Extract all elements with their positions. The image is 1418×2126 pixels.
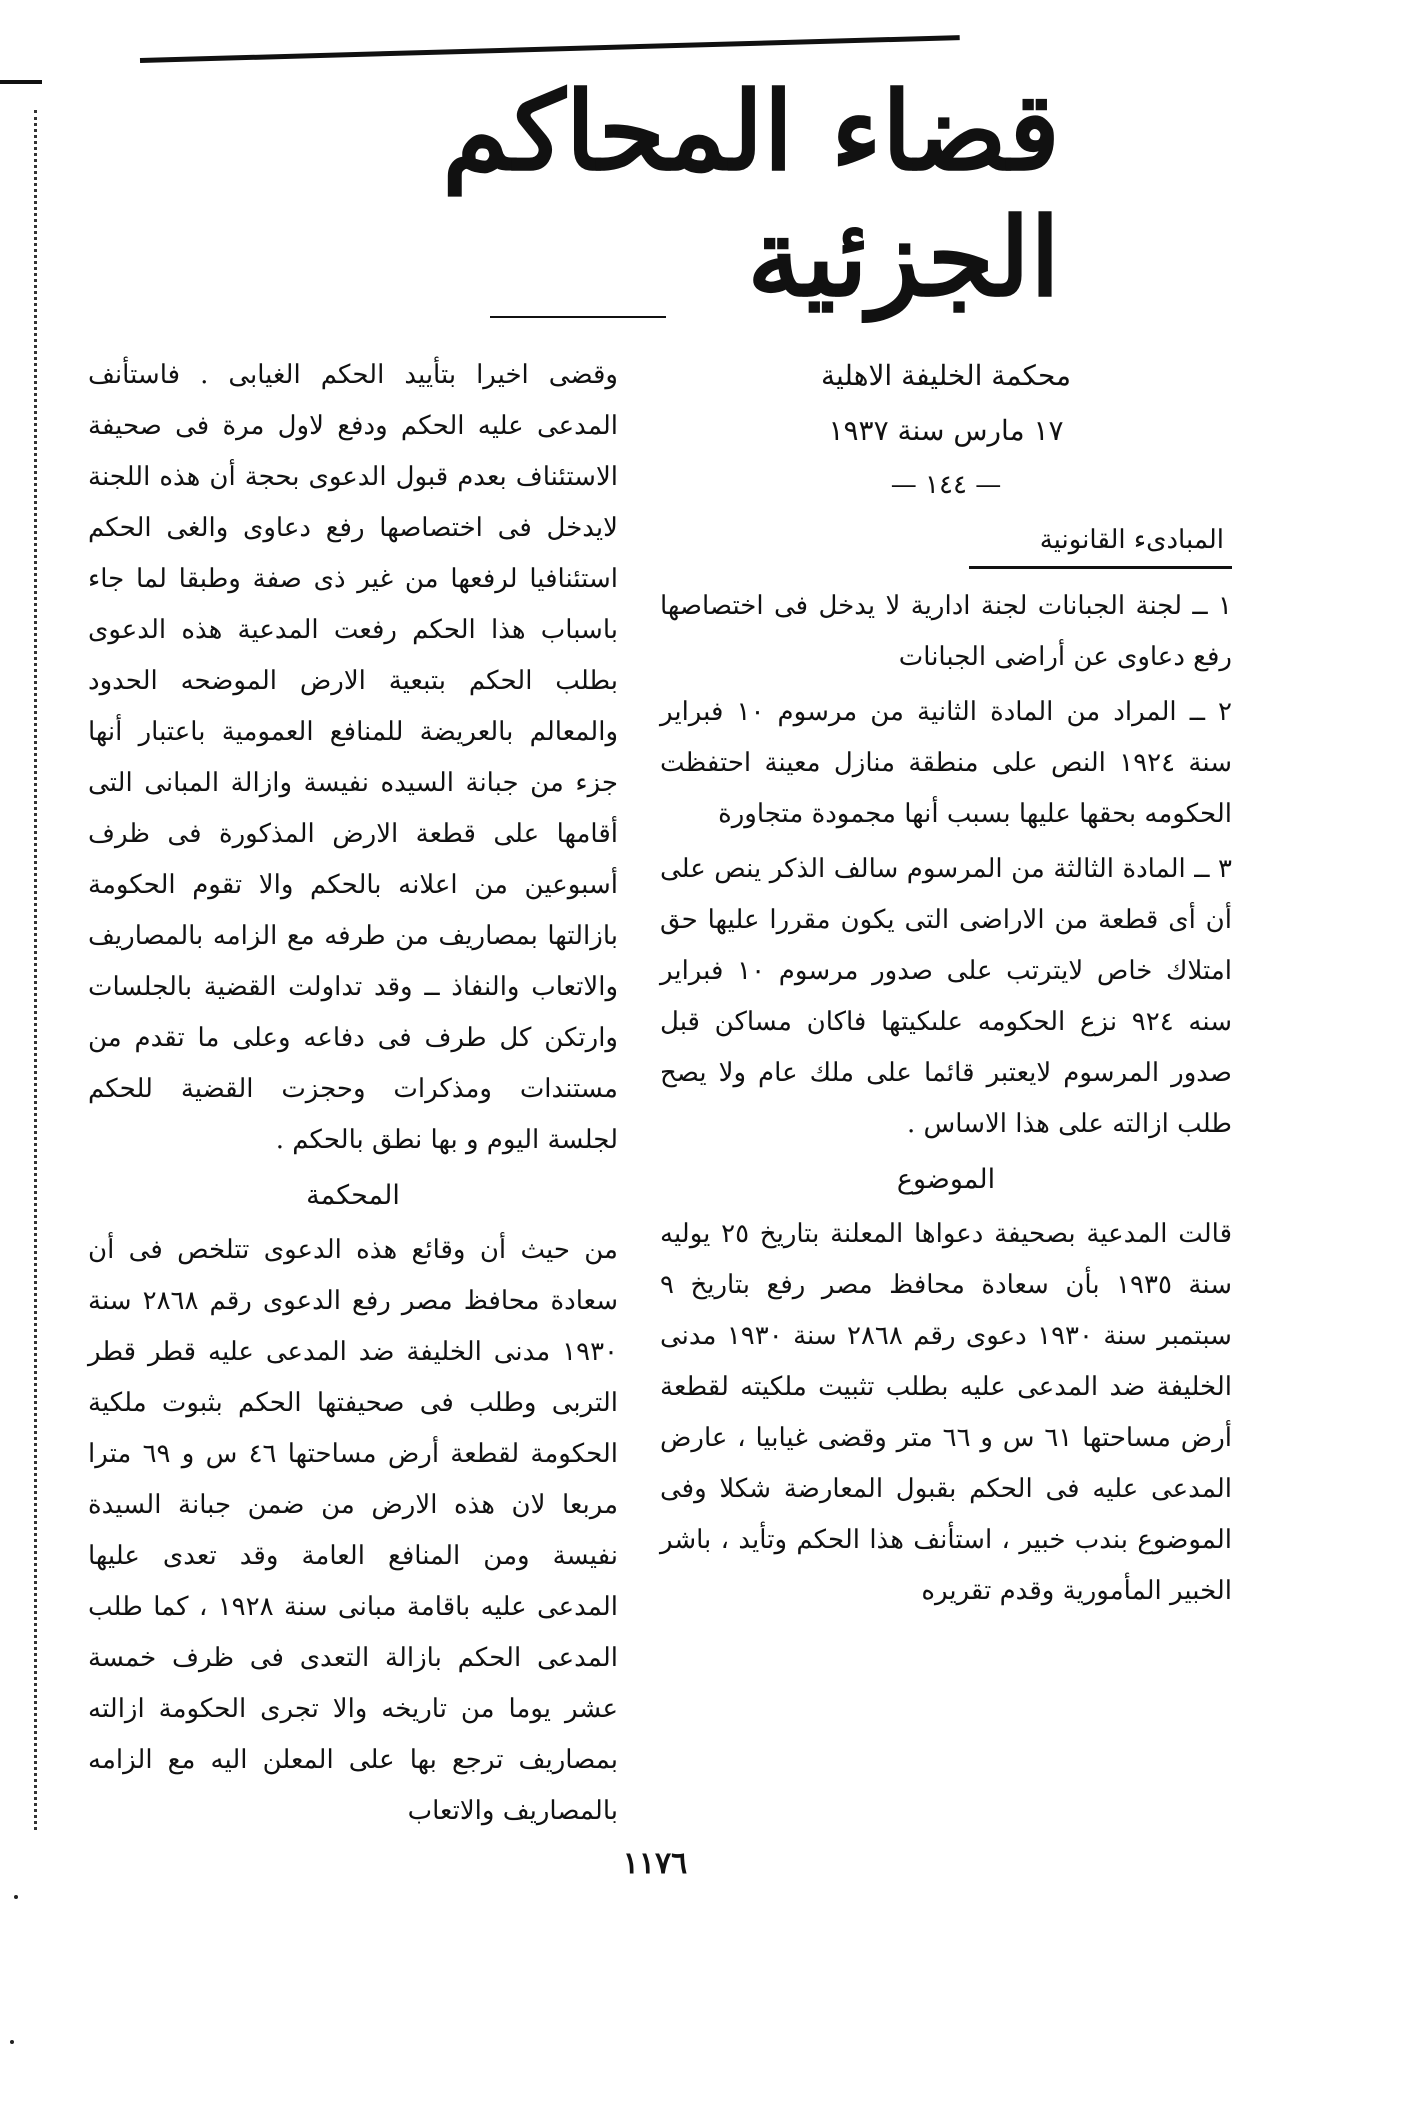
judgment-date: ١٧ مارس سنة ١٩٣٧ xyxy=(828,414,1064,447)
subject-text: قالت المدعية بصحيفة دعواها المعلنة بتاريخ ٢٥ يوليه سنة ١٩٣٥ بأن سعادة محافظ مصر رفع بتاريخ ٩ سبتمبر سنة ١٩٣٠ دعوى رقم ٢٨٦٨ سنة ١٩٣٠ مدنى الخليفة ضد المدعى عليه بطلب تثبيت ملكيته لقطعة أرض مساحتها ٦١ س و ٦٦ متر وقضى غيابيا ، عارض المدعى عليه فى الحكم بقبول المعارضة شكلا وفى الموضوع بندب خبير ، استأنف هذا الحكم وتأيد ، باشر الخبير المأمورية وقدم تقريره xyxy=(660,1219,1233,1606)
case-number: — ١٤٤ — xyxy=(890,470,1002,500)
principle-2: ٢ ــ المراد من المادة الثانية من مرسوم ١٠ فبراير سنة ١٩٢٤ النص على منطقة منازل معينة احتفظت الحكومه بحقها عليها بسبب أنها مجمودة متجاورة xyxy=(660,697,1232,829)
scan-speck xyxy=(10,2040,14,2044)
principle-1: ١ ــ لجنة الجبانات لجنة ادارية لا يدخل فى اختصاصها رفع دعاوى عن أراضى الجبانات xyxy=(660,591,1232,672)
binding-edge xyxy=(14,110,37,1830)
title-underline xyxy=(490,316,666,318)
left-paragraph-2: من حيث أن وقائع هذه الدعوى تتلخص فى أن سعادة محافظ مصر رفع الدعوى رقم ٢٨٦٨ سنة ١٩٣٠ مدنى الخليفة ضد المدعى عليه قطر قطر التربى وطلب فى صحيفتها الحكم بثبوت ملكية الحكومة لقطعة أرض مساحتها ٤٦ س و ٦٩ مترا مربعا لان هذه الارض من ضمن جبانة السيدة نفيسة ومن المنافع العامة وقد تعدى عليها المدعى عليه باقامة مبانى سنة ١٩٢٨ ، كما طلب المدعى الحكم بازالة التعدى فى ظرف خمسة عشر يوما من تاريخه والا تجرى الحكومة ازالته بمصاريف ترجع بها على المعلن اليه مع الزامه بالمصاريف والاتعاب xyxy=(88,1235,619,1826)
top-rule xyxy=(140,35,960,63)
left-paragraph-1: وقضى اخيرا بتأييد الحكم الغيابى . فاستأنف المدعى عليه الحكم ودفع لاول مرة فى صحيفة الاستئناف بعدم قبول الدعوى بحجة أن هذه اللجنة لايدخل فى اختصاصها رفع دعاوى والغى الحكم استئنافيا لرفعها من غير ذى صفة وطبقا لما جاء باسباب هذا الحكم رفعت المدعية هذه الدعوى بطلب الحكم بتبعية الارض الموضحه الحدود والمعالم بالعريضة للمنافع العمومية باعتبار أنها جزء من جبانة السيده نفيسة وازالة المبانى التى أقامها على قطعة الارض المذكورة فى ظرف أسبوعين من اعلانه بالحكم والا تقوم الحكومة بازالتها بمصاريف من طرفه مع الزامه بالمصاريف والاتعاب والنفاذ ــ وقد تداولت القضية بالجلسات وارتكن كل طرف فى دفاعه وعلى ما تقدم من مستندات ومذكرات وحجزت القضية للحكم لجلسة اليوم و بها نطق بالحكم . xyxy=(88,360,618,1155)
principle-3: ٣ ــ المادة الثالثة من المرسوم سالف الذكر ينص على أن أى قطعة من الاراضى التى يكون مقررا عليها حق امتلاك خاص لايترتب على صدور مرسوم ١٠ فبراير سنه ٩٢٤ نزع الحكومه علىكيتها فاكان مساكن قبل صدور المرسوم لايعتبر قائما على ملك عام ولا يصح طلب ازالته على هذا الاساس . xyxy=(660,854,1232,1139)
court-name: محكمة الخليفة الاهلية xyxy=(820,359,1072,392)
court-heading: المحكمة xyxy=(306,1180,400,1211)
right-column xyxy=(660,350,1232,1621)
scan-mark xyxy=(0,80,42,84)
page-number: ١١٧٦ xyxy=(622,1846,688,1881)
scan-speck xyxy=(14,1895,18,1899)
principles-heading: المبادىء القانونية xyxy=(969,515,1232,569)
left-column xyxy=(88,350,618,1841)
masthead-title: قضاء المحاكم الجزئية xyxy=(442,69,1060,321)
subject-heading: الموضوع xyxy=(896,1164,996,1195)
